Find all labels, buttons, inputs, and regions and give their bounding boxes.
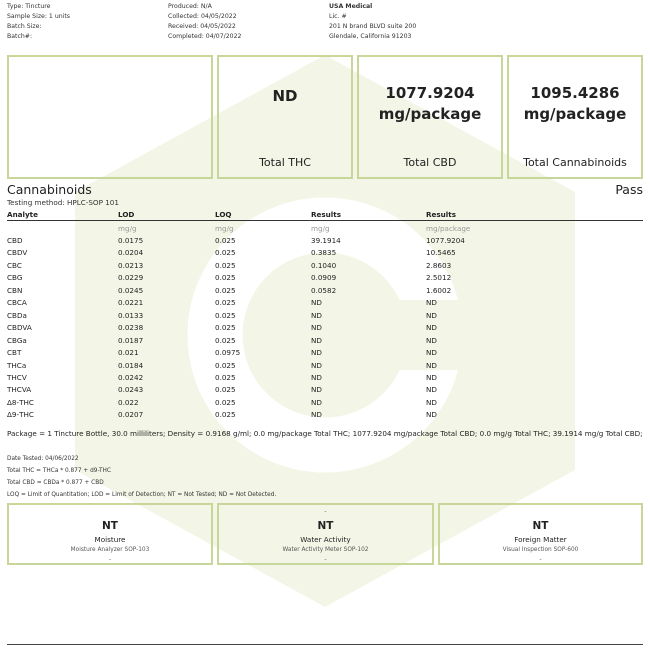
table-row [7,385,643,398]
cell-result-mg-package: ND [426,335,437,345]
moisture-box [7,503,213,565]
sample-image-box [7,55,213,179]
cell-lod: 0.0133 [118,310,144,320]
foreign-matter-value: NT [532,520,549,532]
cell-result-mg-g: ND [311,385,322,395]
cell-lod: 0.021 [118,348,139,358]
cell-result-mg-package: ND [426,348,437,358]
unit-results-mg-g: mg/g [311,224,330,233]
table-row [7,311,643,324]
moisture-method: Moisture Analyzer SOP-103 [70,547,150,553]
total-cbd-value: 1077.9204 mg/package [378,84,482,123]
cell-analyte: THCVA [7,385,32,395]
cell-result-mg-g: ND [311,397,322,407]
cell-analyte: CBC [7,260,22,270]
testing-method: Testing method: HPLC-SOP 101 [7,198,119,207]
cell-analyte: CBCA [7,298,27,308]
table-row [7,298,643,311]
sample-size: Sample Size: 1 units [7,13,71,20]
cell-result-mg-g: 0.1040 [311,260,337,270]
cell-result-mg-g: ND [311,298,322,308]
footer-rule [7,644,643,645]
header-dates [168,2,241,42]
table-row [7,336,643,349]
table-row [7,410,643,423]
total-cannabinoids-box [507,55,643,179]
total-thc-label: Total THC [259,156,311,169]
col-header-analyte: Analyte [7,210,38,219]
completed-date: Completed: 04/07/2022 [168,33,242,40]
cell-lod: 0.0184 [118,360,144,370]
cell-lod: 0.0204 [118,248,144,258]
sample-type: Type: Tincture [7,3,51,10]
collected-date: Collected: 04/05/2022 [168,13,237,20]
water-activity-dash: - [324,556,327,563]
moisture-label: Moisture [94,535,126,544]
foreign-matter-label: Foreign Matter [514,535,567,544]
unit-results-mg-package: mg/package [426,224,471,233]
cell-lod: 0.0221 [118,298,144,308]
cell-analyte: Δ9-THC [7,410,34,420]
cell-analyte: CBD [7,236,23,245]
cell-result-mg-package: ND [426,372,437,382]
cell-analyte: Δ8-THC [7,397,34,407]
cell-result-mg-package: ND [426,385,437,395]
cell-result-mg-package: ND [426,323,437,333]
pass-status: Pass [615,182,643,197]
cell-loq: 0.025 [215,335,236,345]
cell-result-mg-g: ND [311,335,322,345]
cell-loq: 0.025 [215,285,236,295]
cell-result-mg-g: ND [311,310,322,320]
client-address-line1: 201 N brand BLVD suite 200 [329,23,417,30]
unit-loq: mg/g [215,224,234,233]
client-name: USA Medical [329,3,373,10]
foreign-matter-method: Visual Inspection SOP-600 [502,547,579,553]
package-note: Package = 1 Tincture Bottle, 30.0 milliliters; Density = 0.9168 g/ml; 0.0 mg/package Total THC; 1077.9204 mg/package Total CBD; 0.0 mg/g Total THC; 39.1914 mg/g Total CBD; [7,429,643,438]
cell-lod: 0.022 [118,397,139,407]
cell-result-mg-g: ND [311,348,322,358]
cell-lod: 0.0238 [118,323,144,333]
batch-number: Batch#: [7,33,33,40]
cell-loq: 0.025 [215,372,236,382]
cell-lod: 0.0245 [118,285,144,295]
cell-loq: 0.025 [215,236,236,245]
cell-result-mg-g: ND [311,323,322,333]
unit-lod: mg/g [118,224,137,233]
table-row [7,323,643,336]
cell-lod: 0.0207 [118,410,144,420]
client-license: Lic. # [329,13,347,20]
table-row [7,248,643,261]
cell-lod: 0.0187 [118,335,144,345]
total-thc-box [217,55,353,179]
cell-loq: 0.025 [215,273,236,283]
cell-loq: 0.025 [215,323,236,333]
cell-result-mg-package: 2.5012 [426,273,452,283]
thc-formula: Total THC = THCa * 0.877 + d9-THC [7,468,111,474]
moisture-value: NT [102,520,118,532]
cell-lod: 0.0229 [118,273,144,283]
date-tested: Date Tested: 04/06/2022 [7,456,79,462]
total-cbd-box [357,55,503,179]
moisture-dash: - [108,556,112,563]
abbreviation-legend: LOQ = Limit of Quantitation; LOD = Limit of Detection; NT = Not Tested; ND = Not Detected. [7,492,277,498]
water-activity-value: NT [317,520,334,532]
cell-analyte: CBT [7,348,22,358]
cell-result-mg-g: ND [311,410,322,420]
cell-analyte: CBN [7,285,23,295]
cell-loq: 0.025 [215,385,236,395]
cell-loq: 0.025 [215,260,236,270]
cell-result-mg-g: ND [311,372,322,382]
cell-result-mg-g: 0.3835 [311,248,337,258]
col-header-results-mg-g: Results [311,210,341,219]
cell-result-mg-package: 2.8603 [426,260,452,270]
table-row [7,348,643,361]
water-activity-label: Water Activity [300,535,351,544]
cell-loq: 0.025 [215,298,236,308]
total-cbd-label: Total CBD [403,156,457,169]
cell-analyte: CBG [7,273,23,283]
col-header-lod: LOD [118,210,135,219]
table-row [7,236,643,249]
header-client [329,2,416,42]
client-address-line2: Glendale, California 91203 [329,33,412,40]
cell-result-mg-g: 0.0582 [311,285,337,295]
cbd-formula: Total CBD = CBDa * 0.877 + CBD [7,480,104,486]
cell-loq: 0.025 [215,410,236,420]
table-row [7,373,643,386]
cell-analyte: CBDa [7,310,27,320]
cell-loq: 0.025 [215,397,236,407]
table-row [7,361,643,374]
cell-analyte: THCV [7,372,27,382]
cell-analyte: CBDVA [7,323,32,333]
table-row [7,273,643,286]
col-header-loq: LOQ [215,210,232,219]
water-activity-top-note: - [324,508,327,515]
header-sample-info [7,2,70,42]
cell-result-mg-package: 1077.9204 [426,236,465,245]
table-header-rule [7,220,643,221]
cell-result-mg-package: 10.5465 [426,248,456,258]
cell-result-mg-package: 1.6002 [426,285,452,295]
cell-result-mg-g: 0.0909 [311,273,337,283]
cell-result-mg-package: ND [426,298,437,308]
cell-analyte: THCa [7,360,27,370]
table-row [7,286,643,299]
table-row [7,261,643,274]
cell-result-mg-package: ND [426,397,437,407]
produced-date: Produced: N/A [168,3,212,10]
foreign-matter-dash: - [539,556,542,563]
cell-loq: 0.0975 [215,348,241,358]
water-activity-box [217,503,434,565]
cell-lod: 0.0213 [118,260,144,270]
cell-lod: 0.0175 [118,236,144,245]
cell-result-mg-g: 39.1914 [311,236,341,245]
total-cannabinoids-value: 1095.4286 mg/package [523,84,627,123]
foreign-matter-box [438,503,643,565]
cell-analyte: CBDV [7,248,28,258]
cell-lod: 0.0243 [118,385,144,395]
table-row [7,398,643,411]
col-header-results-mg-package: Results [426,210,456,219]
cell-result-mg-package: ND [426,360,437,370]
cell-loq: 0.025 [215,310,236,320]
cell-analyte: CBGa [7,335,27,345]
cannabinoids-title: Cannabinoids [7,182,92,197]
cell-result-mg-package: ND [426,410,437,420]
received-date: Received: 04/05/2022 [168,23,236,30]
cell-loq: 0.025 [215,360,236,370]
batch-size: Batch Size: [7,23,42,30]
cell-result-mg-g: ND [311,360,322,370]
water-activity-method: Water Activity Meter SOP-102 [282,547,369,553]
cell-loq: 0.025 [215,248,236,258]
cell-lod: 0.0242 [118,372,144,382]
total-cannabinoids-label: Total Cannabinoids [523,156,627,169]
total-thc-value: ND [272,87,298,105]
cell-result-mg-package: ND [426,310,437,320]
